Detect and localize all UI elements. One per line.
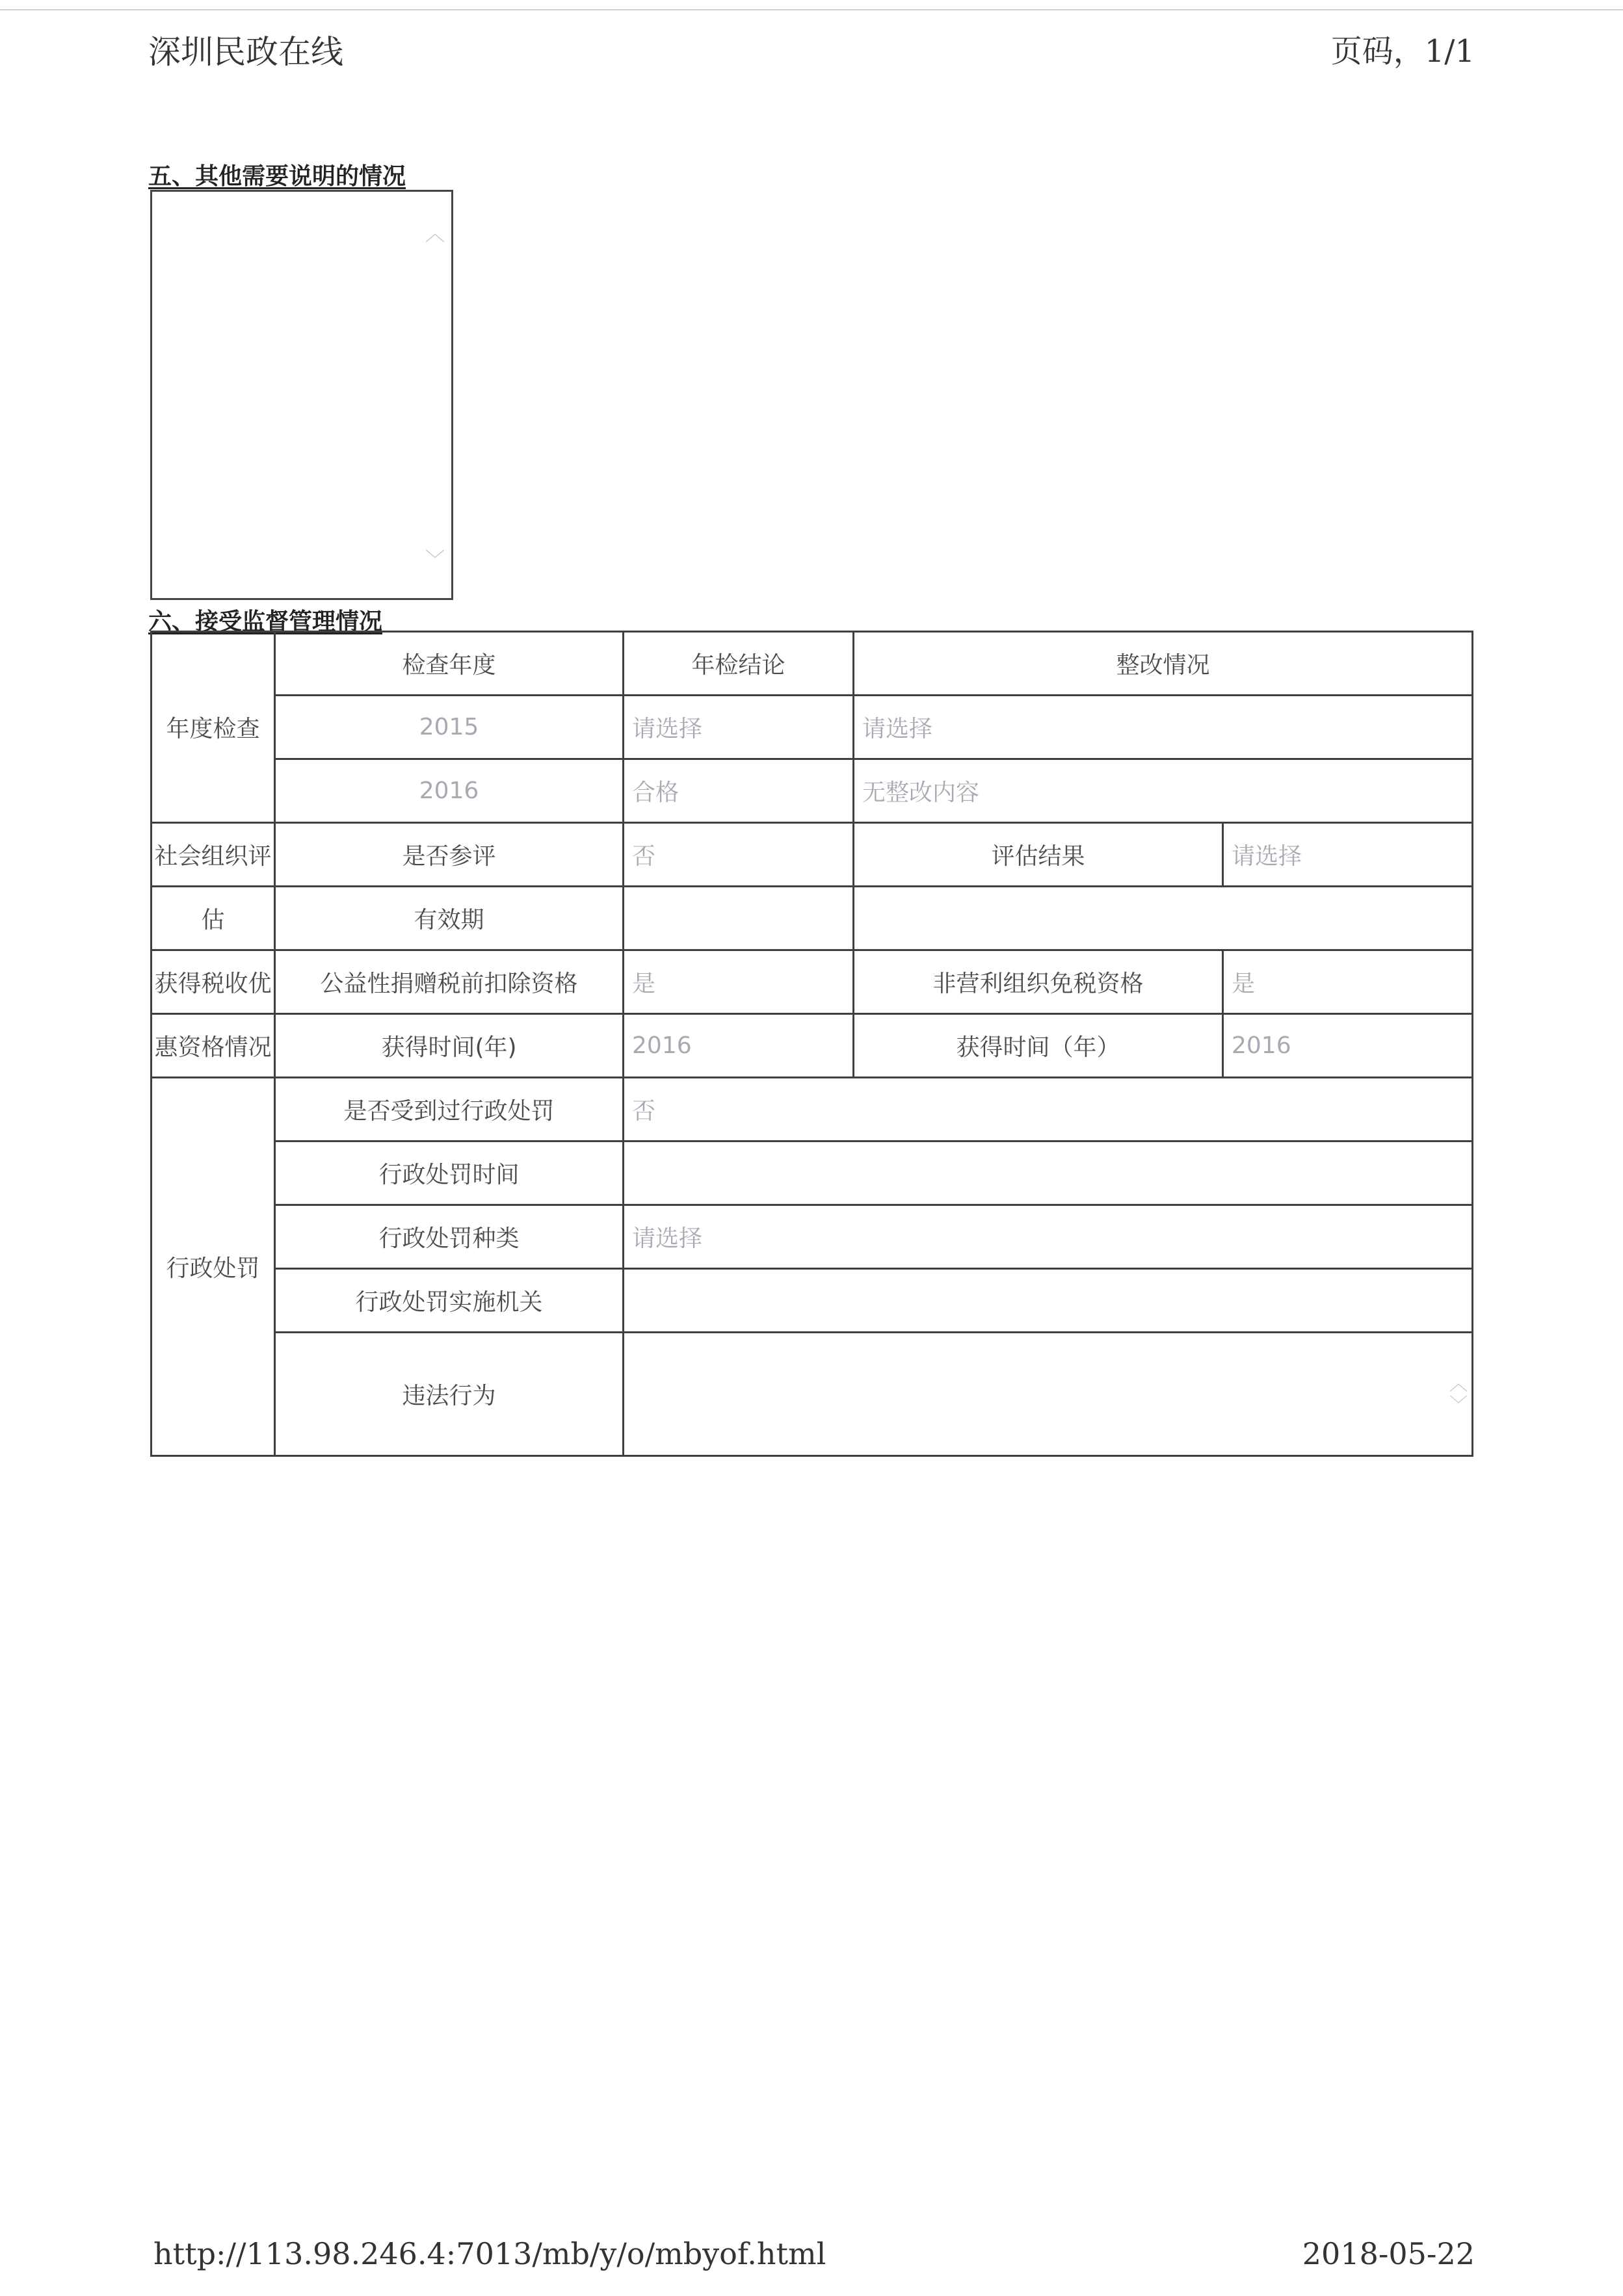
validity-field-extended[interactable] — [854, 887, 1473, 950]
rectification-select[interactable]: 无整改内容 — [854, 759, 1473, 823]
section6-title: 六、接受监督管理情况 — [148, 608, 383, 635]
deduction-qualification-label: 公益性捐赠税前扣除资格 — [275, 950, 624, 1014]
penalty-time-label: 行政处罚时间 — [275, 1141, 624, 1205]
penalty-agency-field[interactable] — [624, 1269, 1473, 1333]
supervision-table — [150, 631, 1473, 1457]
evaluation-group-line2: 估 — [152, 887, 275, 950]
textarea-scroll-arrows[interactable]: ︿ ﹀ — [1449, 1372, 1468, 1415]
other-notes-textarea[interactable] — [150, 190, 453, 600]
penalty-type-label: 行政处罚种类 — [275, 1205, 624, 1269]
inspection-year-header: 检查年度 — [275, 632, 624, 696]
tax-exempt-label: 非营利组织免税资格 — [854, 950, 1223, 1014]
deduction-qualification-select[interactable]: 是 — [624, 950, 854, 1014]
penalty-time-field[interactable] — [624, 1141, 1473, 1205]
penalty-received-select[interactable]: 否 — [624, 1078, 1473, 1141]
page-number: 页码，1/1 — [1330, 33, 1475, 70]
exempt-time-field[interactable]: 2016 — [1223, 1014, 1473, 1078]
deduction-time-label: 获得时间(年) — [275, 1014, 624, 1078]
chevron-down-icon[interactable]: ﹀ — [425, 549, 445, 571]
evaluation-result-label: 评估结果 — [854, 823, 1223, 887]
site-name: 深圳民政在线 — [148, 33, 343, 71]
violation-label: 违法行为 — [275, 1333, 624, 1456]
deduction-time-field[interactable]: 2016 — [624, 1014, 854, 1078]
validity-field[interactable] — [624, 887, 854, 950]
evaluation-participated-label: 是否参评 — [275, 823, 624, 887]
penalty-group: 行政处罚 — [152, 1078, 275, 1456]
penalty-type-select[interactable]: 请选择 — [624, 1205, 1473, 1269]
exempt-time-label: 获得时间（年） — [854, 1014, 1223, 1078]
violation-textarea[interactable] — [624, 1333, 1473, 1456]
tax-group-line2: 惠资格情况 — [152, 1014, 275, 1078]
section5-title: 五、其他需要说明的情况 — [148, 163, 406, 190]
rectification-select[interactable]: 请选择 — [854, 696, 1473, 759]
inspection-year-value: 2015 — [275, 696, 624, 759]
page-url: http://113.98.246.4:7013/mb/y/o/mbyof.html — [153, 2236, 826, 2271]
evaluation-result-select[interactable]: 请选择 — [1223, 823, 1473, 887]
tax-exempt-select[interactable]: 是 — [1223, 950, 1473, 1014]
penalty-received-label: 是否受到过行政处罚 — [275, 1078, 624, 1141]
table-row — [152, 759, 1473, 823]
top-divider — [0, 9, 1623, 10]
inspection-conclusion-select[interactable]: 请选择 — [624, 696, 854, 759]
inspection-conclusion-select[interactable]: 合格 — [624, 759, 854, 823]
validity-label: 有效期 — [275, 887, 624, 950]
inspection-year-value: 2016 — [275, 759, 624, 823]
print-date: 2018-05-22 — [1302, 2236, 1475, 2271]
chevron-up-icon[interactable]: ︿ — [425, 223, 445, 246]
evaluation-participated-select[interactable]: 否 — [624, 823, 854, 887]
evaluation-group-line1: 社会组织评 — [152, 823, 275, 887]
table-row — [152, 696, 1473, 759]
annual-inspection-group: 年度检查 — [152, 632, 275, 823]
tax-group-line1: 获得税收优 — [152, 950, 275, 1014]
inspection-conclusion-header: 年检结论 — [624, 632, 854, 696]
rectification-header: 整改情况 — [854, 632, 1473, 696]
penalty-agency-label: 行政处罚实施机关 — [275, 1269, 624, 1333]
